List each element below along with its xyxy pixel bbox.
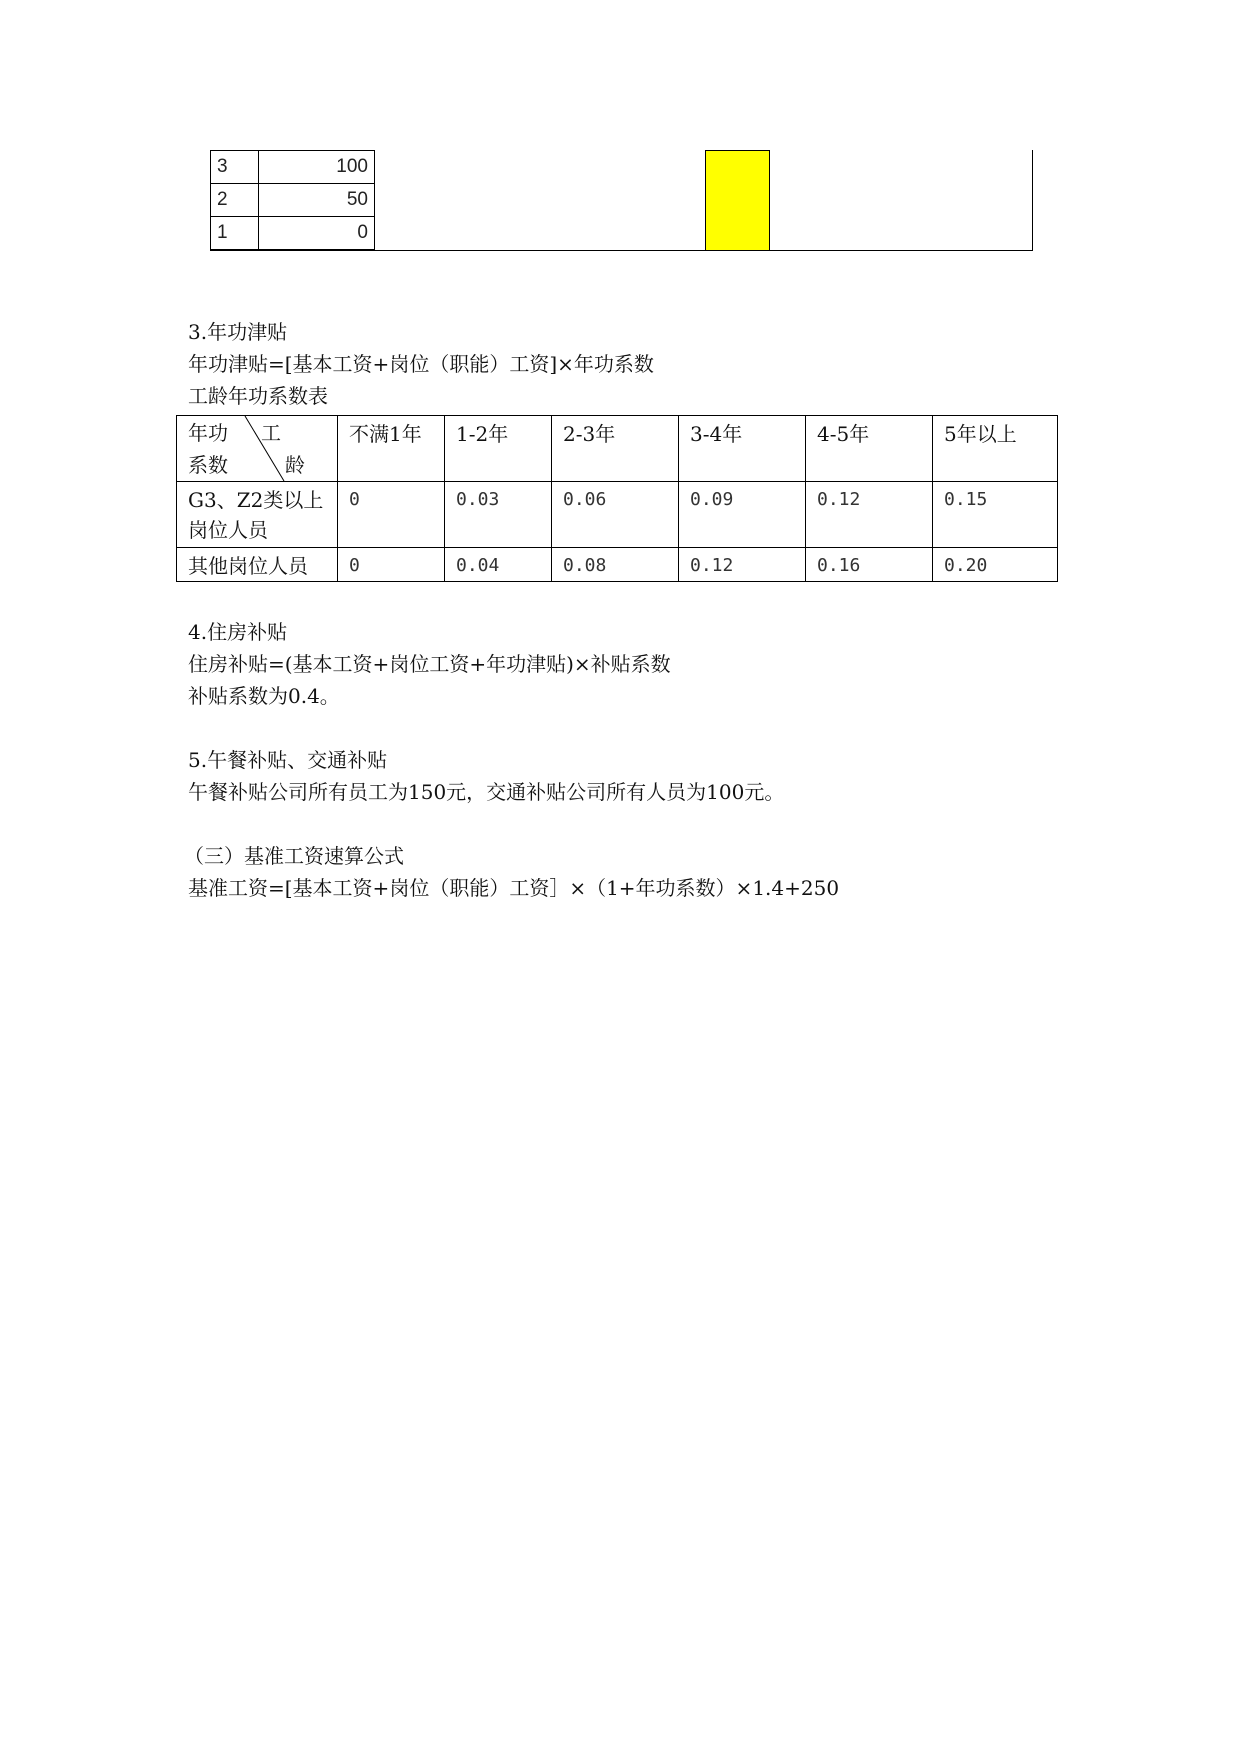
amount-cell: 0 (259, 217, 375, 250)
row-header (177, 548, 338, 582)
section-three-heading: （三）基准工资速算公式 (184, 844, 404, 868)
coefficient-cell: 0 (338, 482, 445, 548)
coefficient-cell: 0.15 (933, 482, 1058, 548)
grade-amount-table (210, 150, 375, 250)
section3-table-title: 工龄年功系数表 (188, 384, 328, 408)
section5-heading: 5.午餐补贴、交通补贴 (188, 748, 388, 772)
amount-cell: 50 (259, 184, 375, 217)
diagonal-corner-cell (177, 416, 338, 482)
row-header-line-2: 岗位人员 (188, 518, 268, 542)
coefficient-cell: 0.06 (552, 482, 679, 548)
coefficient-cell: 0.12 (679, 548, 806, 582)
grade-amount-table-fragment (210, 150, 1033, 251)
column-header: 3-4年 (679, 416, 806, 482)
table-row (211, 217, 375, 250)
column-header: 4-5年 (806, 416, 933, 482)
coefficient-cell: 0.03 (445, 482, 552, 548)
table-row (211, 184, 375, 217)
coefficient-cell: 0.12 (806, 482, 933, 548)
coefficient-cell: 0.08 (552, 548, 679, 582)
table-right-border (1032, 150, 1033, 251)
section4-note: 补贴系数为0.4。 (188, 684, 340, 708)
table-row (177, 482, 1058, 548)
section4-formula: 住房补贴=(基本工资+岗位工资+年功津贴)×补贴系数 (188, 652, 671, 676)
grade-cell: 2 (211, 184, 259, 217)
corner-col-label-1: 工 (261, 421, 281, 445)
section3-formula: 年功津贴=[基本工资+岗位（职能）工资]×年功系数 (188, 352, 654, 376)
corner-col-label-2: 龄 (285, 453, 305, 477)
section-three-formula: 基准工资=[基本工资+岗位（职能）工资］×（1+年功系数）×1.4+250 (188, 876, 840, 900)
grade-cell: 3 (211, 151, 259, 184)
corner-row-label-2: 系数 (188, 453, 228, 477)
table-row (177, 548, 1058, 582)
table-bottom-border (210, 250, 1033, 251)
table-row (211, 151, 375, 184)
row-header-line-1: G3、Z2类以上 (188, 488, 324, 512)
column-header: 1-2年 (445, 416, 552, 482)
column-header: 2-3年 (552, 416, 679, 482)
column-header: 5年以上 (933, 416, 1058, 482)
section4-heading: 4.住房补贴 (188, 620, 288, 644)
coefficient-cell: 0.20 (933, 548, 1058, 582)
section3-heading: 3.年功津贴 (188, 320, 288, 344)
amount-cell: 100 (259, 151, 375, 184)
corner-row-label-1: 年功 (188, 421, 228, 445)
grade-cell: 1 (211, 217, 259, 250)
row-header (177, 482, 338, 548)
row-header-line-1: 其他岗位人员 (188, 554, 308, 578)
seniority-coefficient-table (176, 415, 1058, 582)
table-header-row (177, 416, 1058, 482)
coefficient-cell: 0.16 (806, 548, 933, 582)
highlighted-cell (705, 150, 770, 251)
coefficient-cell: 0.04 (445, 548, 552, 582)
column-header: 不满1年 (338, 416, 445, 482)
coefficient-cell: 0.09 (679, 482, 806, 548)
section5-text: 午餐补贴公司所有员工为150元，交通补贴公司所有人员为100元。 (188, 780, 785, 804)
coefficient-cell: 0 (338, 548, 445, 582)
